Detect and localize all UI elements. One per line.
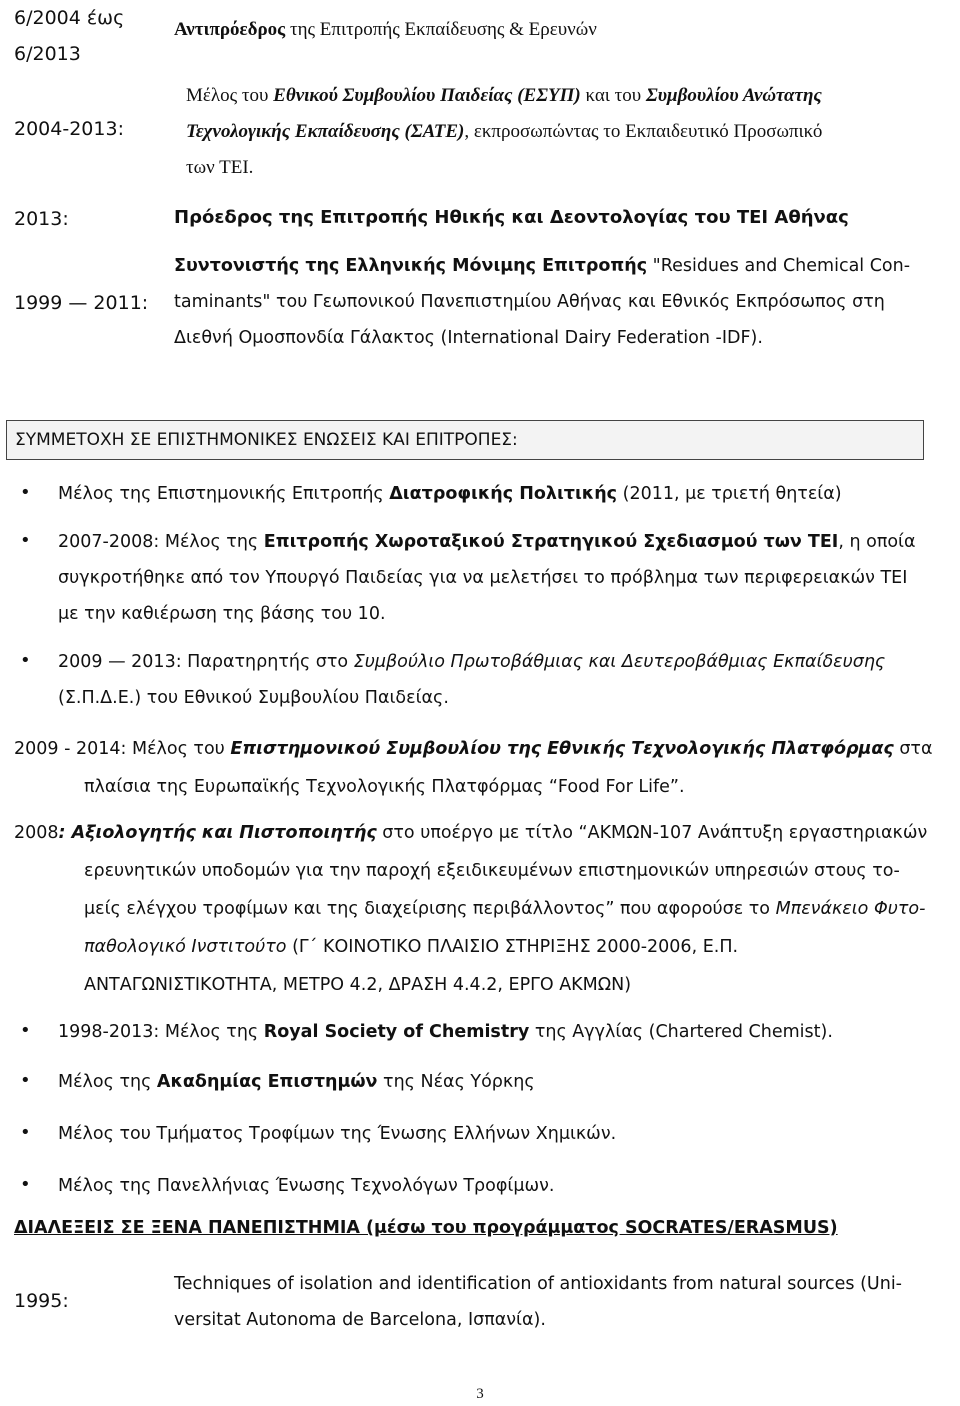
- role-date: 6/2004 έως 6/2013: [14, 7, 125, 65]
- list-item: 2007-2008: Μέλος της Επιτροπής Χωροταξικού Στρατηγικού Σχεδιασμού των ΤΕΙ, η οποία συγκροτήθηκε από τον Υπουργό Παιδείας για να μελετήσει το πρόβλημα των περιφερειακών ΤΕΙ με την καθιέρωση της βάσης του 10.: [58, 532, 916, 624]
- role-text: Πρόεδρος της Επιτροπής Ηθικής και Δεοντολογίας του ΤΕΙ Αθήνας: [174, 207, 849, 228]
- page-number: 3: [476, 1386, 484, 1402]
- list-item: Μέλος του Τμήματος Τροφίμων της Ένωσης Ελλήνων Χημικών.: [58, 1124, 617, 1144]
- lecture-text: Techniques of isolation and identification of antioxidants from natural sources (Uni- versitat Autonoma de Barcelona, Ισπανία).: [174, 1274, 902, 1330]
- role-text: Μέλος του Εθνικού Συμβουλίου Παιδείας (ΕΣΥΠ) και του Συμβουλίου Ανώτατης Τεχνολογικής Εκπαίδευσης (ΣΑΤΕ), εκπροσωπώντας το Εκπαιδευτικό Προσωπικό των ΤΕΙ.: [186, 85, 823, 178]
- bullet-icon: •: [20, 1122, 31, 1143]
- section-heading-scientific-unions: ΣΥΜΜΕΤΟΧΗ ΣΕ ΕΠΙΣΤΗΜΟΝΙΚΕΣ ΕΝΩΣΕΙΣ ΚΑΙ ΕΠΙΤΡΟΠΕΣ:: [6, 420, 924, 460]
- role-date: 2013:: [14, 208, 69, 230]
- list-item: Μέλος της Ακαδημίας Επιστημών της Νέας Υόρκης: [58, 1072, 535, 1092]
- bullet-icon: •: [20, 650, 31, 671]
- section-heading-lectures: ΔΙΑΛΕΞΕΙΣ ΣΕ ΞΕΝΑ ΠΑΝΕΠΙΣΤΗΜΙΑ (μέσω του προγράμματος SOCRATES/ERASMUS): [14, 1218, 838, 1238]
- paragraph-akmon-evaluator: 2008: Αξιολογητής και Πιστοποιητής στο υποέργο με τίτλο “ΑΚΜΩΝ-107 Ανάπτυξη εργαστηριακών ερευνητικών υποδομών για την παροχή εξειδικευμένων επιστημονικών υπηρεσιών στους το- μείς ελέγχου τροφίμων και της διαχείρισης περιβάλλοντος” που αφορούσε το Μπενάκειο Φυτο- παθολογικό Ινστιτούτο (Γ΄ ΚΟΙΝΟΤΙΚΟ ΠΛΑΙΣΙΟ ΣΤΗΡΙΞΗΣ 2000-2006, Ε.Π. ΑΝΤΑΓΩΝΙΣΤΙΚΟΤΗΤΑ, ΜΕΤΡΟ 4.2, ΔΡΑΣΗ 4.4.2, ΕΡΓΟ ΑΚΜΩΝ): [14, 823, 928, 995]
- list-item: 2009 — 2013: Παρατηρητής στο Συμβούλιο Πρωτοβάθμιας και Δευτεροβάθμιας Εκπαίδευσης (Σ.Π.Δ.Ε.) του Εθνικού Συμβουλίου Παιδείας.: [58, 652, 886, 708]
- paragraph-platform-member: 2009 - 2014: Μέλος του Επιστημονικού Συμβουλίου της Εθνικής Τεχνολογικής Πλατφόρμας στα πλαίσια της Ευρωπαϊκής Τεχνολογικής Πλατφόρμας “Food For Life”.: [14, 739, 933, 797]
- list-item: 1998-2013: Μέλος της Royal Society of Chemistry της Αγγλίας (Chartered Chemist).: [58, 1022, 833, 1042]
- bullet-icon: •: [20, 530, 31, 551]
- bullet-icon: •: [20, 1070, 31, 1091]
- bullet-icon: •: [20, 1020, 31, 1041]
- list-item: Μέλος της Πανελλήνιας Ένωσης Τεχνολόγων Τροφίμων.: [58, 1176, 555, 1196]
- bullet-icon: •: [20, 1174, 31, 1195]
- role-date: 2004-2013:: [14, 118, 124, 140]
- lecture-date: 1995:: [14, 1290, 69, 1312]
- bullet-icon: •: [20, 482, 31, 503]
- role-date: 1999 — 2011:: [14, 292, 149, 314]
- role-text: Αντιπρόεδρος της Επιτροπής Εκπαίδευσης & Ερευνών: [174, 19, 597, 40]
- role-text: Συντονιστής της Ελληνικής Μόνιμης Επιτροπής "Residues and Chemical Con- taminants" του Γεωπονικού Πανεπιστημίου Αθήνας και Εθνικός Εκπρόσωπος στη Διεθνή Ομοσπονδία Γάλακτος (International Dairy Federation -IDF).: [174, 256, 911, 348]
- list-item: Μέλος της Επιστημονικής Επιτροπής Διατροφικής Πολιτικής (2011, με τριετή θητεία): [58, 484, 842, 504]
